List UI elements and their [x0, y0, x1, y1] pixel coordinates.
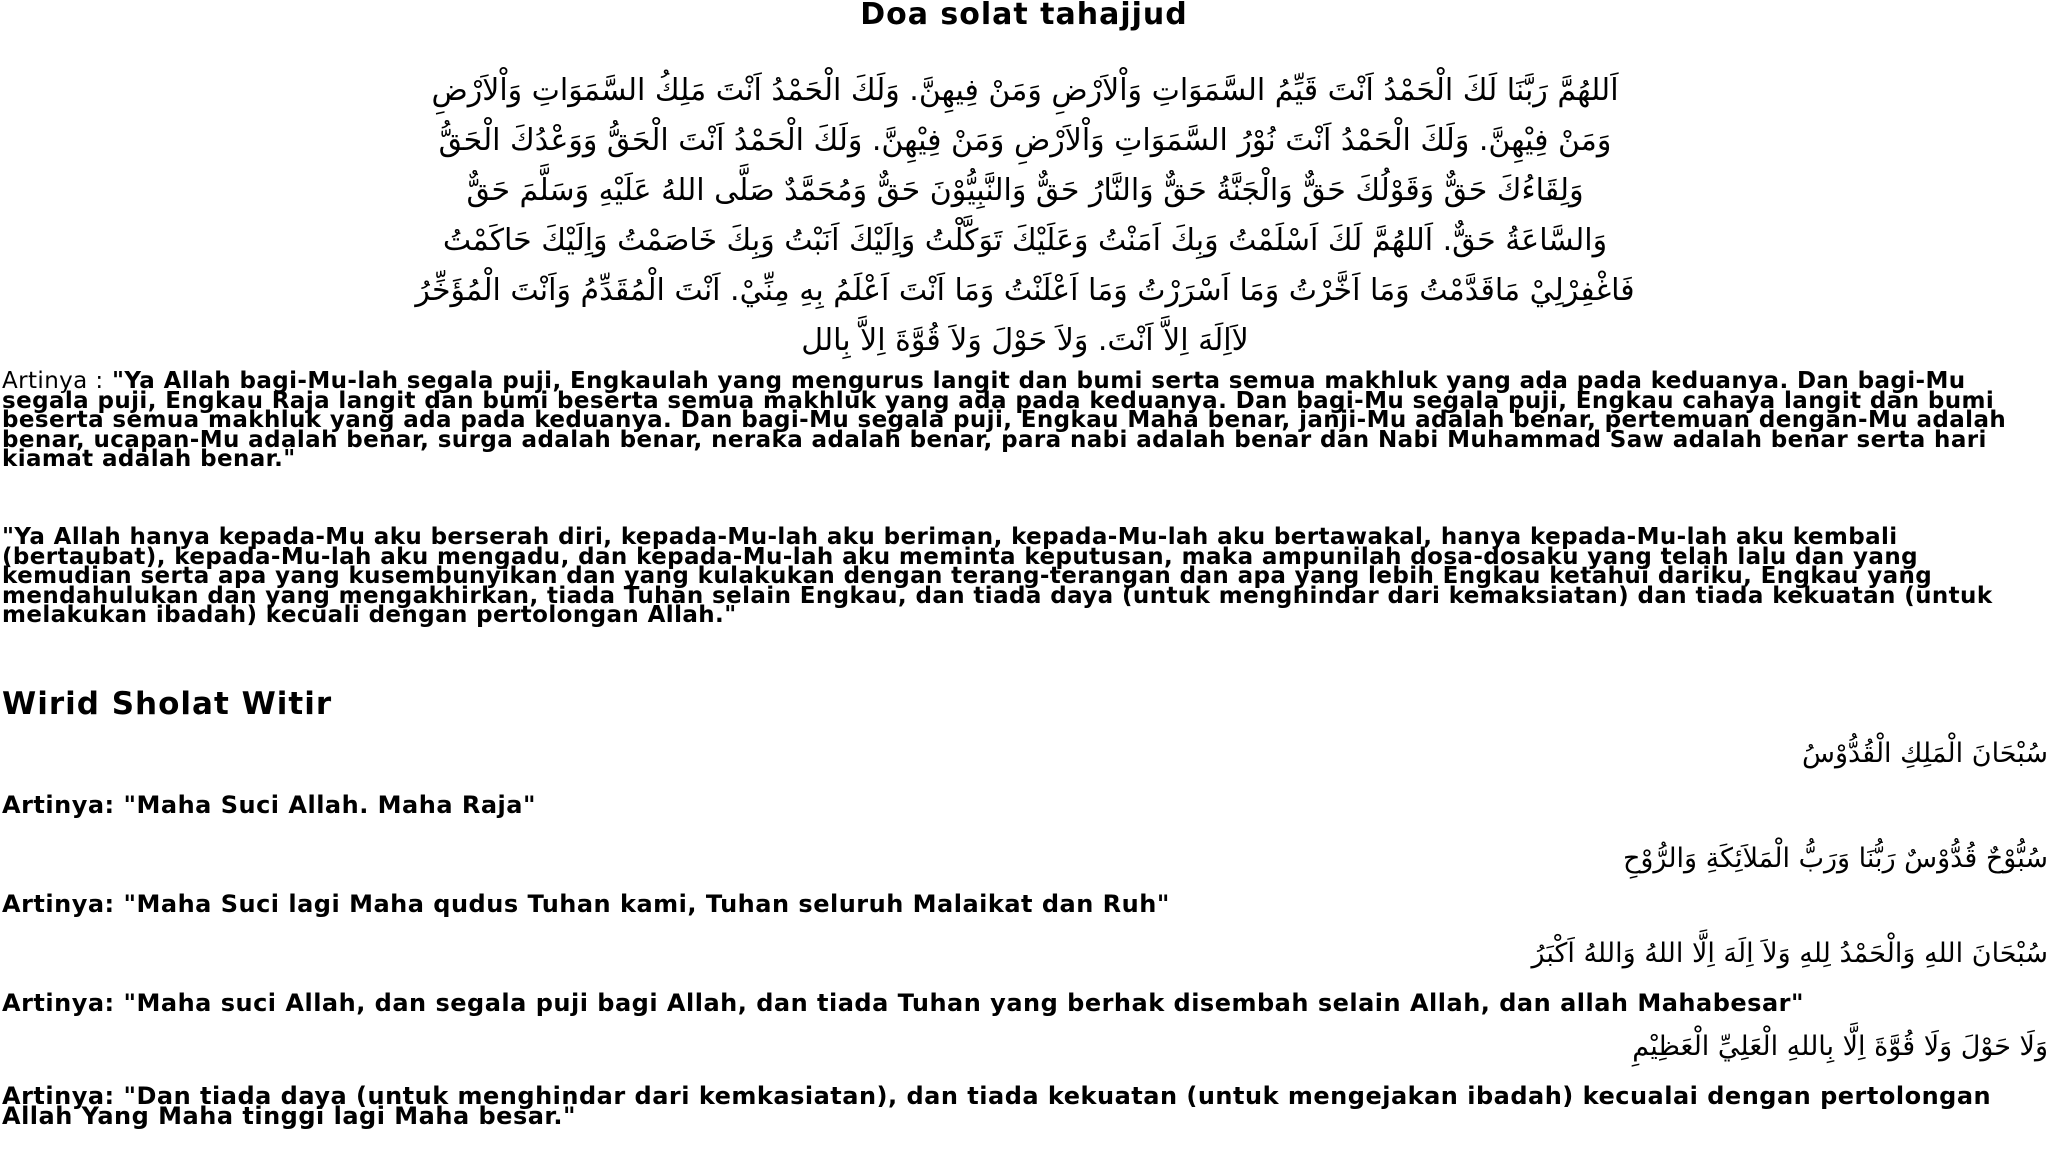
arabic-line: وَمَنْ فِيْهِنَّ. وَلَكَ الْحَمْدُ اَنْتَ نُوْرُ السَّمَوَاتِ وَاْلاَرْضِ وَمَنْ فِيْهِنَّ. وَلَكَ الْحَمْدُ اَنْتَ الْحَقُّ وَوَعْدُكَ الْحَقُّ — [438, 123, 1612, 158]
translation-paragraph-2: "Ya Allah hanya kepada-Mu aku berserah diri, kepada-Mu-lah aku beriman, kepada-Mu-lah aku bertawakal, hanya kepada-Mu-lah aku kembali (bertaubat), kepada-Mu-lah aku mengadu, dan kepada-Mu-lah aku meminta keputusan, maka ampunilah dosa-dosaku yang telah lalu dan yang kemudian serta apa yang kusembunyikan dan yang kulakukan dengan terang-terangan dan apa yang lebih Engkau ketahui dariku, Engkau yang mendahulukan dan yang mengakhirkan, tiada Tuhan selain Engkau, dan tiada daya (untuk menghindar dari kemaksiatan) dan tiada kekuatan (untuk melakukan ibadah) kecuali dengan pertolongan Allah." — [2, 524, 1993, 629]
arabic-line: وَلِقَاءُكَ حَقٌّ وَقَوْلُكَ حَقٌّ وَالْجَنَّةُ حَقٌّ وَالنَّارُ حَقٌّ وَالنَّبِيُّوْنَ حَقٌّ وَمُحَمَّدٌ صَلَّى اللهُ عَلَيْهِ وَسَلَّمَ حَقٌّ — [466, 173, 1584, 208]
section-heading: Wirid Sholat Witir — [2, 686, 333, 722]
page-title: Doa solat tahajjud — [860, 0, 1188, 32]
translation-text: "Ya Allah bagi-Mu-lah segala puji, Engkaulah yang mengurus langit dan bumi serta semua makhluk yang ada pada keduanya. Dan bagi-Mu segala puji, Engkau Raja langit dan bumi beserta semua makhluk yang ada pada keduanya. Dan bagi-Mu segala puji, Engkau cahaya langit dan bumi beserta semua makhluk yang ada pada keduanya. Dan bagi-Mu segala puji, Engkau Maha benar, janji-Mu adalah benar, pertemuan dengan-Mu adalah benar, ucapan-Mu adalah benar, surga adalah benar, neraka adalah benar, para nabi adalah benar dan Nabi Muhammad Saw adalah benar serta hari kiamat adalah benar." — [2, 368, 2007, 473]
doa-arabic-text — [50, 66, 2000, 366]
wirid-arabic-3: سُبْحَانَ اللهِ وَالْحَمْدُ لِلهِ وَلاَ اِلَهَ اِلَّا اللهُ وَاللهُ اَكْبَرُ — [1531, 938, 2048, 969]
wirid-arabic-2: سُبُّوْحٌ قُدُّوْسٌ رَبُّنَا وَرَبُّ الْمَلاَئِكَةِ وَالرُّوْحِ — [1622, 843, 2048, 874]
arabic-line: وَالسَّاعَةُ حَقٌّ. اَللهُمَّ لَكَ اَسْلَمْتُ وَبِكَ اَمَنْتُ وَعَلَيْكَ تَوَكَّلْتُ وَاِلَيْكَ اَنَبْتُ وَبِكَ خَاصَمْتُ وَاِلَيْكَ حَاكَمْتُ — [442, 223, 1608, 258]
wirid-translation-2: Artinya: "Maha Suci lagi Maha qudus Tuhan kami, Tuhan seluruh Malaikat dan Ruh" — [2, 890, 1170, 918]
arabic-line: لاَاِلَهَ اِلاَّ اَنْتَ. وَلاَ حَوْلَ وَلاَ قُوَّةَ اِلاَّ بِالل — [801, 323, 1249, 358]
artinya-label: Artinya : — [2, 368, 104, 394]
translation-paragraph-1 — [2, 368, 2042, 473]
wirid-arabic-4: وَلَا حَوْلَ وَلَا قُوَّةَ اِلَّا بِاللهِ الْعَلِيِّ الْعَظِيْمِ — [1632, 1031, 2048, 1062]
arabic-line: اَللهُمَّ رَبَّنَا لَكَ الْحَمْدُ اَنْتَ قَيِّمُ السَّمَوَاتِ وَاْلاَرْضِ وَمَنْ فِيهِنَّ. وَلَكَ الْحَمْدُ اَنْتَ مَلِكُ السَّمَوَاتِ وَاْلاَرْضِ — [431, 73, 1619, 108]
wirid-arabic-1: سُبْحَانَ الْمَلِكِ الْقُدُّوْسُ — [1801, 738, 2048, 769]
wirid-translation-3: Artinya: "Maha suci Allah, dan segala puji bagi Allah, dan tiada Tuhan yang berhak disembah selain Allah, dan allah Mahabesar" — [2, 989, 1804, 1017]
wirid-translation-4: Artinya: "Dan tiada daya (untuk menghindar dari kemkasiatan), dan tiada kekuatan (untuk mengejakan ibadah) kecualai dengan pertolongan Allah Yang Maha tinggi lagi Maha besar." — [2, 1082, 1992, 1130]
wirid-translation-1: Artinya: "Maha Suci Allah. Maha Raja" — [2, 791, 536, 819]
arabic-line: فَاغْفِرْلِيْ مَاقَدَّمْتُ وَمَا اَخَّرْتُ وَمَا اَسْرَرْتُ وَمَا اَعْلَنْتُ وَمَا اَنْتَ اَعْلَمُ بِهِ مِنِّيْ. اَنْتَ الْمُقَدِّمُ وَاَنْتَ الْمُؤَخِّرُ — [415, 273, 1635, 308]
